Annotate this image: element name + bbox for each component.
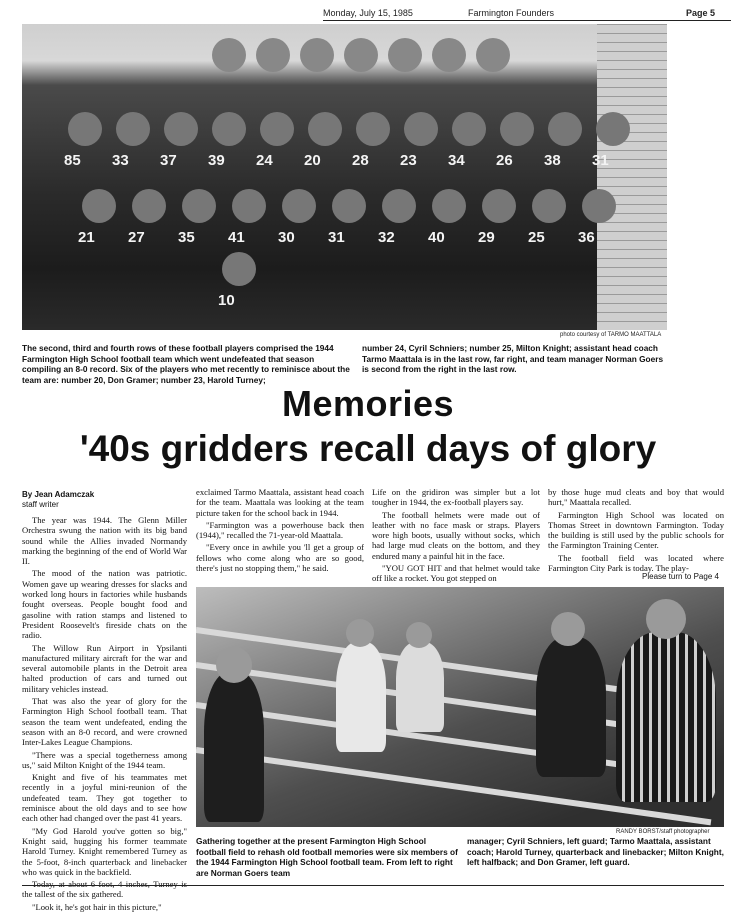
col2-para: "Every once in awhile you 'll get a group of fellows who come along who are so good, there's just no stopping them," he said. <box>196 542 364 574</box>
col1-para: Knight and five of his teammates met recently in a joyful mini-reunion of the undefeated team. They got together to reminisce about the old days and to see how each other had changed over the past 41 years. <box>22 772 187 824</box>
jersey-number: 38 <box>544 152 561 169</box>
player-head <box>308 112 342 146</box>
jersey-number: 28 <box>352 152 369 169</box>
team-photo <box>22 24 667 330</box>
col1-para: That was also the year of glory for the Farmington High School football team. That season the team went undefeated, ending the season with an 8-0 record, and were crowned Inter-Lakes League Champions. <box>22 696 187 748</box>
bleacher-caption-left: Gathering together at the present Farmington High School football field to rehash old football memories were six members of the 1944 Farmington High School football team. From left to right are Norman Goers team <box>196 836 458 878</box>
team-photo-caption-left: The second, third and fourth rows of these football players comprised the 1944 Farmington High School football team which went undefeated that season compiling an 8-0 record. Six of the players who met recently to reminisce about the team are: number 20, Don Gramer; number 23, Harold Turney; <box>22 343 350 385</box>
player-head <box>164 112 198 146</box>
page-number: Page 5 <box>686 8 716 18</box>
player-head <box>582 189 616 223</box>
player-head <box>548 112 582 146</box>
col1-para: "There was a special togetherness among us," said Milton Knight of the 1944 team. <box>22 749 187 770</box>
jersey-number: 23 <box>400 152 417 169</box>
col3-para: Life on the gridiron was simpler but a lot tougher in 1944, the ex-football players say. <box>372 487 540 508</box>
jersey-number: 85 <box>64 152 81 169</box>
player-head <box>596 112 630 146</box>
person-head <box>551 612 585 646</box>
article-column-3 <box>372 487 540 586</box>
back-row-head <box>432 38 466 72</box>
player-head <box>116 112 150 146</box>
jersey-number: 35 <box>178 229 195 246</box>
jersey-number: 29 <box>478 229 495 246</box>
issue-date: Monday, July 15, 1985 <box>323 8 413 18</box>
person-figure <box>616 632 716 802</box>
col1-para: The Willow Run Airport in Ypsilanti manufactured military aircraft for the war and several automobile plants in the Detroit area halted production of cars and turned out military vehicles instead. <box>22 642 187 694</box>
jersey-number: 26 <box>496 152 513 169</box>
player-head <box>452 112 486 146</box>
player-head <box>356 112 390 146</box>
person-head <box>346 619 374 647</box>
player-head <box>282 189 316 223</box>
jersey-number: 40 <box>428 229 445 246</box>
back-row-head <box>256 38 290 72</box>
player-head <box>132 189 166 223</box>
bleacher-photo <box>196 587 724 827</box>
col2-para: "Farmington was a powerhouse back then (1944)," recalled the 71-year-old Maattala. <box>196 519 364 541</box>
jersey-number: 33 <box>112 152 129 169</box>
jersey-number: 36 <box>578 229 595 246</box>
player-head <box>404 112 438 146</box>
col3-para: "YOU GOT HIT and that helmet would take off like a rocket. You got stepped on <box>372 563 540 584</box>
jersey-number: 30 <box>278 229 295 246</box>
article-column-1 <box>22 515 187 914</box>
person-figure <box>396 642 444 732</box>
col3-para: The football helmets were made out of leather with no face mask or straps. Players wore high boots, usually without socks, which had large mud cleats on the bottom, and they endured many a painful hit in the face. <box>372 509 540 561</box>
gym-wall <box>597 24 667 330</box>
back-row-head <box>476 38 510 72</box>
back-row-head <box>212 38 246 72</box>
player-head <box>482 189 516 223</box>
player-head <box>260 112 294 146</box>
jersey-number: 27 <box>128 229 145 246</box>
player-head <box>532 189 566 223</box>
bleacher-caption-right: manager; Cyril Schniers, left guard; Tarmo Maattala, assistant coach; Harold Turney, quarterback and linebacker; Milton Knight, left halfback; and Don Gramer, left guard. <box>467 836 724 867</box>
col4-para: Farmington High School was located on Thomas Street in downtown Farmington. Today the building is still used by the public schools for the Farmington Training Center. <box>548 509 724 551</box>
footer-rule <box>22 885 724 886</box>
player-head <box>432 189 466 223</box>
player-head <box>222 252 256 286</box>
team-photo-credit: photo courtesy of TARMO MAATTALA <box>560 332 662 338</box>
person-head <box>406 622 432 648</box>
col1-para: "Look it, he's got hair in this picture," <box>32 901 162 912</box>
person-figure <box>536 637 606 777</box>
jersey-number: 24 <box>256 152 273 169</box>
jersey-number: 31 <box>592 152 609 169</box>
article-column-2 <box>196 487 364 575</box>
col4-para: The football field was located where Farmington City Park is today. The play- <box>548 552 724 574</box>
col1-para: "My God Harold you've gotten so big," Knight said, hugging his former teammate Harold Turney. Knight remembered Turney as the 5-foot, 8-inch quarterback and linebacker who was quick in the backfield. <box>22 825 187 877</box>
player-head <box>82 189 116 223</box>
person-figure <box>204 672 264 822</box>
player-head <box>332 189 366 223</box>
bleacher-photo-credit: RANDY BORST/staff photographer <box>616 829 710 835</box>
jersey-number: 25 <box>528 229 545 246</box>
kicker: Memories <box>281 383 455 424</box>
jersey-number: 31 <box>328 229 345 246</box>
back-row-head <box>344 38 378 72</box>
col1-para: The year was 1944. The Glenn Miller Orchestra swung the nation with its big band sound while the Allies invaded Normandy marking the beginning of the end of World War II. <box>22 515 187 567</box>
person-head <box>646 599 686 639</box>
person-figure <box>336 642 386 752</box>
jersey-number: 41 <box>228 229 245 246</box>
byline-role: staff writer <box>22 500 59 509</box>
jersey-number: 10 <box>218 292 235 309</box>
col1-para: the tallest of the six gathered. <box>22 889 124 900</box>
back-row-head <box>388 38 422 72</box>
back-row-head <box>300 38 334 72</box>
jersey-number: 34 <box>448 152 465 169</box>
player-head <box>382 189 416 223</box>
player-head <box>232 189 266 223</box>
jersey-number: 21 <box>78 229 95 246</box>
paper-name: Farmington Founders <box>468 8 555 18</box>
player-head <box>500 112 534 146</box>
col2-para: exclaimed Tarmo Maattala, assistant head coach for the team. Maattala was looking at the team picture taken for the school back in 1944. <box>196 487 364 518</box>
player-head <box>182 189 216 223</box>
jersey-number: 20 <box>304 152 321 169</box>
jersey-number: 32 <box>378 229 395 246</box>
header-rule <box>323 20 731 21</box>
jersey-number: 39 <box>208 152 225 169</box>
col1-para: The mood of the nation was patriotic. Women gave up wearing dresses for slacks and worked long hours in factories while husbands fought overseas. People bought food and gasoline with ration stamps and listened to President Roosevelt's fireside chats on the radio. <box>22 568 187 641</box>
headline: '40s gridders recall days of glory <box>79 428 657 469</box>
continued-line: Please turn to Page 4 <box>642 572 719 581</box>
player-head <box>212 112 246 146</box>
person-head <box>216 647 252 683</box>
player-head <box>68 112 102 146</box>
col4-para: by those huge mud cleats and boy that would hurt," Maattala recalled. <box>548 487 724 508</box>
article-column-4 <box>548 487 724 575</box>
team-photo-caption-right: number 24, Cyril Schniers; number 25, Milton Knight; assistant head coach Tarmo Maattala is in the last row, far right, and team manager Norman Goers is second from the right in the last row. <box>362 343 664 374</box>
jersey-number: 37 <box>160 152 177 169</box>
byline-author: By Jean Adamczak <box>22 490 95 499</box>
